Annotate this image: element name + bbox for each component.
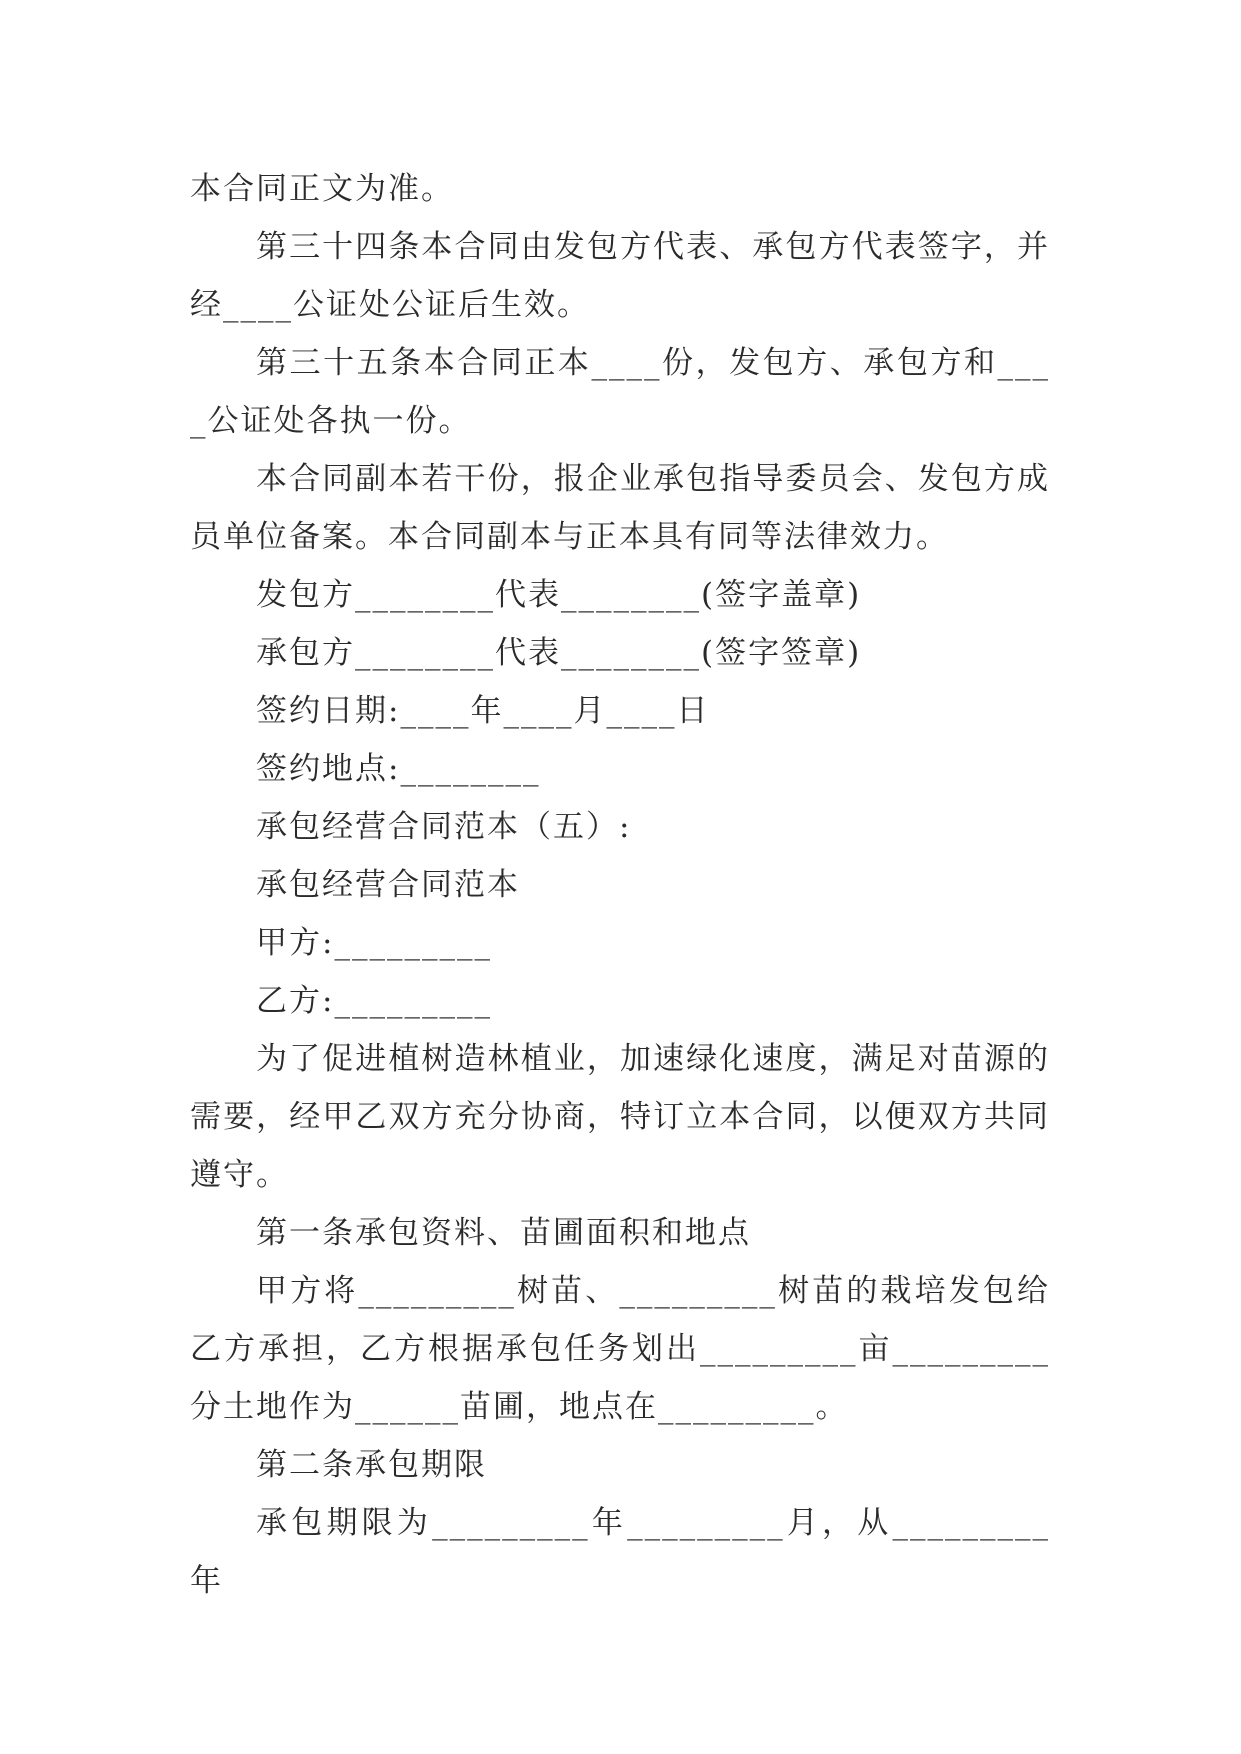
- paragraph-1: 本合同正文为准。: [190, 171, 454, 207]
- document-body: [190, 160, 1050, 1610]
- paragraph-13: 为了促进植树造林植业，加速绿化速度，满足对苗源的需要，经甲乙双方充分协商，特订立本合同，以便双方共同遵守。: [190, 1041, 1050, 1193]
- paragraph-2: 第三十四条本合同由发包方代表、承包方代表签字，并经____公证处公证后生效。: [190, 229, 1050, 323]
- paragraph-6: 承包方________代表________(签字签章): [256, 635, 862, 671]
- paragraph-9: 承包经营合同范本（五）:: [256, 809, 632, 845]
- paragraph-4: 本合同副本若干份，报企业承包指导委员会、发包方成员单位备案。本合同副本与正本具有同等法律效力。: [190, 461, 1050, 555]
- paragraph-8: 签约地点:________: [256, 751, 541, 787]
- paragraph-5: 发包方________代表________(签字盖章): [256, 577, 862, 613]
- paragraph-7: 签约日期:____年____月____日: [256, 693, 710, 729]
- paragraph-14: 第一条承包资料、苗圃面积和地点: [256, 1215, 751, 1251]
- paragraph-12: 乙方:_________: [256, 983, 492, 1019]
- paragraph-10: 承包经营合同范本: [256, 867, 520, 903]
- paragraph-11: 甲方:_________: [256, 925, 492, 961]
- paragraph-16: 第二条承包期限: [256, 1447, 487, 1483]
- paragraph-3: 第三十五条本合同正本____份，发包方、承包方和____公证处各执一份。: [190, 345, 1050, 439]
- paragraph-15: 甲方将_________树苗、_________树苗的栽培发包给乙方承担，乙方根据承包任务划出_________亩_________分土地作为______苗圃，地点在_________。: [190, 1273, 1050, 1425]
- paragraph-17: 承包期限为_________年_________月，从_________年: [190, 1505, 1050, 1599]
